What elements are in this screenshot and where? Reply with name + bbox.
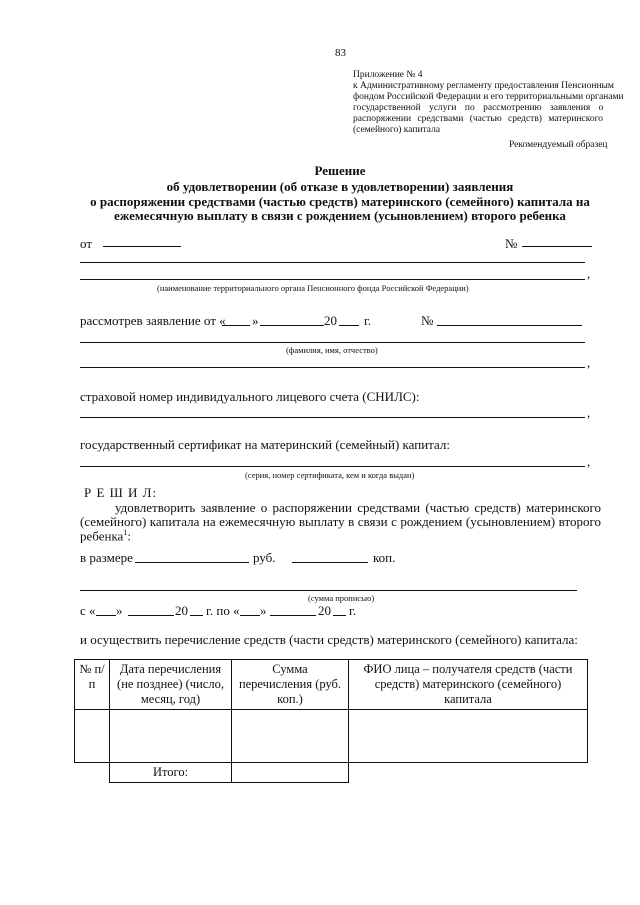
decision-line xyxy=(80,528,131,544)
comma: , xyxy=(587,266,591,281)
amount-words-field[interactable] xyxy=(80,590,577,591)
number-sign: № xyxy=(505,236,518,251)
start-day-field[interactable] xyxy=(96,615,116,616)
year-prefix: 20 xyxy=(318,603,331,618)
appendix-line: к Административному регламенту предоставления Пенсионным xyxy=(353,81,614,91)
caption-organ: (наименование территориального органа Пенсионного фонда Российской Федерации) xyxy=(157,283,469,293)
cell-total-sum[interactable] xyxy=(232,763,349,783)
table-header-row xyxy=(75,660,588,710)
quote-close: » xyxy=(252,313,259,328)
year-field[interactable] xyxy=(339,325,359,326)
comma: , xyxy=(587,454,591,469)
cell-date[interactable] xyxy=(110,710,232,763)
end-day-field[interactable] xyxy=(240,615,260,616)
fio-field-line2[interactable] xyxy=(80,367,585,368)
period-from-label: с « xyxy=(80,603,96,618)
decision-line-text: ребенка xyxy=(80,528,124,544)
reviewed-text: рассмотрев заявление от « xyxy=(80,313,226,328)
recommended-sample: Рекомендуемый образец xyxy=(509,140,608,150)
organ-field-line2[interactable] xyxy=(80,279,585,280)
quote-close: » xyxy=(260,603,267,618)
table-total-row xyxy=(75,763,588,783)
start-month-field[interactable] xyxy=(128,615,174,616)
from-label: от xyxy=(80,236,93,251)
header-date: Дата перечисления (не позднее) (число, месяц, год) xyxy=(110,660,232,710)
snils-field[interactable] xyxy=(80,417,585,418)
cell-recipient[interactable] xyxy=(349,710,588,763)
date-field[interactable] xyxy=(103,246,181,247)
certificate-field[interactable] xyxy=(80,466,585,467)
cell-number[interactable] xyxy=(75,710,110,763)
caption-certificate: (серия, номер сертификата, кем и когда выдан) xyxy=(245,470,415,480)
year-suffix: г. xyxy=(364,313,372,328)
cell-empty xyxy=(75,763,110,783)
header-sum: Сумма перечисления (руб. коп.) xyxy=(232,660,349,710)
period-to-label: г. по « xyxy=(206,603,240,618)
month-field[interactable] xyxy=(260,325,324,326)
decided-label: Р Е Ш И Л: xyxy=(84,485,158,500)
snils-label: страховой номер индивидуального лицевого счета (СНИЛС): xyxy=(80,389,420,404)
decision-line: (семейного) капитала на ежемесячную выплату в связи с рождением (усыновлением) второго xyxy=(80,514,601,529)
year-prefix: 20 xyxy=(175,603,188,618)
quote-close: » xyxy=(116,603,123,618)
rub-label: руб. xyxy=(253,550,276,565)
footnote-mark: 1 xyxy=(123,528,128,537)
decision-colon: : xyxy=(127,528,131,544)
year-prefix: 20 xyxy=(324,313,337,328)
amount-label: в размере xyxy=(80,550,133,565)
cell-sum[interactable] xyxy=(232,710,349,763)
end-year-field[interactable] xyxy=(333,615,346,616)
day-field[interactable] xyxy=(222,325,250,326)
number-field[interactable] xyxy=(522,246,592,247)
kop-label: коп. xyxy=(373,550,396,565)
comma: , xyxy=(587,405,591,420)
decision-title: Решение xyxy=(314,163,366,178)
decision-line: удовлетворить заявление о распоряжении средствами (частью средств) материнского xyxy=(115,500,601,515)
start-year-field[interactable] xyxy=(190,615,203,616)
appendix-line: фондом Российской Федерации и его территориальными органами xyxy=(353,92,624,102)
appendix-title: Приложение № 4 xyxy=(353,70,423,80)
caption-amount-words: (сумма прописью) xyxy=(308,593,375,603)
cell-empty xyxy=(349,763,588,783)
year-suffix: г. xyxy=(349,603,357,618)
appendix-line: государственной услуги по рассмотрению заявления о xyxy=(353,103,604,113)
header-recipient: ФИО лица – получателя средств (части средств) материнского (семейного) капитала xyxy=(349,660,588,710)
header-number: № п/п xyxy=(75,660,110,710)
total-label: Итого: xyxy=(110,763,232,783)
decision-subtitle-line: об удовлетворении (об отказе в удовлетворении) заявления xyxy=(166,179,514,194)
amount-kop-field[interactable] xyxy=(292,562,368,563)
transfer-text: и осуществить перечисление средств (части средств) материнского (семейного) капитала: xyxy=(80,632,578,647)
comma: , xyxy=(587,355,591,370)
table-row xyxy=(75,710,588,763)
fio-field-line1[interactable] xyxy=(80,342,585,343)
end-month-field[interactable] xyxy=(270,615,316,616)
application-number-field[interactable] xyxy=(437,325,582,326)
appendix-line: распоряжении средствами (частью средств) материнского xyxy=(353,114,604,124)
transfer-table xyxy=(74,659,588,783)
organ-field-line1[interactable] xyxy=(80,262,585,263)
caption-fio: (фамилия, имя, отчество) xyxy=(286,345,378,355)
appendix-line: (семейного) капитала xyxy=(353,125,441,135)
decision-subtitle-line: о распоряжении средствами (частью средств) материнского (семейного) капитала на xyxy=(90,194,590,209)
decision-subtitle-line: ежемесячную выплату в связи с рождением (усыновлением) второго ребенка xyxy=(114,208,566,223)
certificate-label: государственный сертификат на материнский (семейный) капитал: xyxy=(80,437,450,452)
amount-rub-field[interactable] xyxy=(135,562,249,563)
number-sign: № xyxy=(421,313,434,328)
page-number: 83 xyxy=(335,47,346,59)
